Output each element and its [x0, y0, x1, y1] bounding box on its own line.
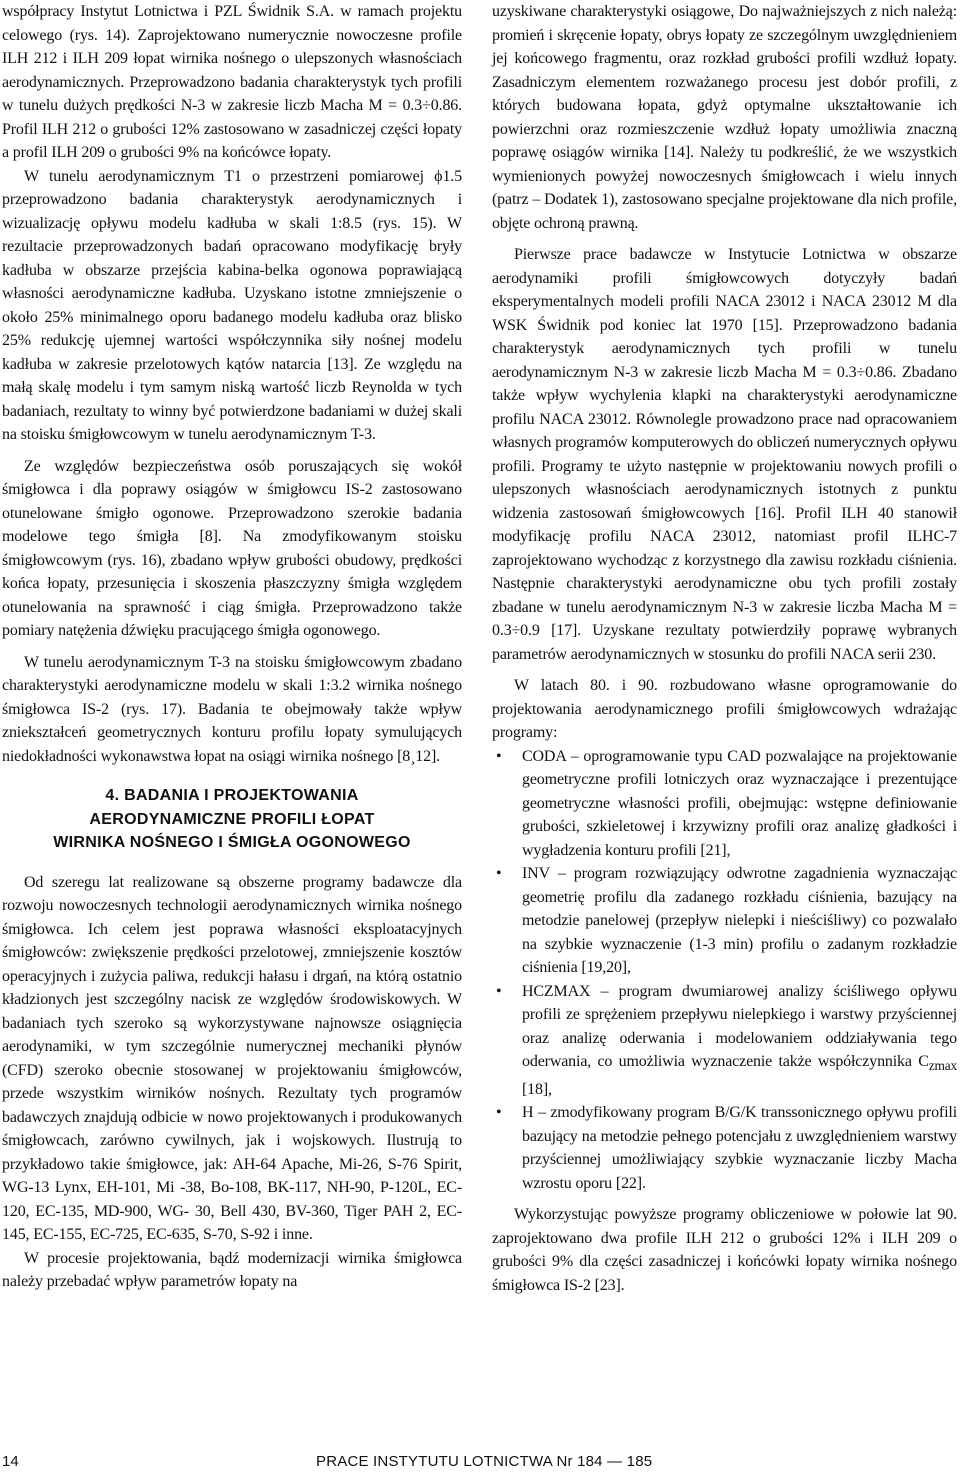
list-item-text: CODA – oprogramowanie typu CAD pozwalające na projektowanie geometryczne profili lotniczych oraz wyznaczające i prezentujące geometryczne własności profili, obejmując: wstępne definiowanie grubości, szkieletowej i krzywizny profili oraz analizę gładkości i wygładzenia konturu profili [21],	[522, 747, 957, 859]
bullet-marker: •	[496, 1104, 502, 1122]
section-heading-line: WIRNIKA NOŚNEGO I ŚMIGŁA OGONOWEGO	[53, 834, 411, 851]
list-item-text: H – zmodyfikowany program B/G/K transsonicznego opływu profili bazujący na metodzie pełnego potencjału z uwzględnieniem warstwy przyściennej umożliwiający szybkie wyznaczanie liczby Macha wzrostu oporu [22].	[522, 1104, 957, 1192]
paragraph: W tunelu aerodynamicznym T-3 na stoisku śmigłowcowym zbadano charakterystyki aerodynamiczne modelu w skali 1:3.2 wirnika nośnego śmigłowca IS-2 (rys. 17). Badania te obejmowały także wpływ zniekształceń geometrycznych konturu profilu łopaty symulujących niedokładności wykonawstwa łopat na osiągi wirnika nośnego [8¸12].	[2, 653, 462, 765]
list-item	[492, 1101, 957, 1195]
list-item	[492, 980, 957, 1102]
section-heading	[2, 784, 462, 855]
section-heading-line: AERODYNAMICZNE PROFILI ŁOPAT	[89, 810, 375, 828]
bullet-marker: •	[496, 865, 502, 882]
running-head: PRACE INSTYTUTU LOTNICTWA Nr 184 — 185	[316, 1453, 653, 1470]
page-footer	[0, 1453, 960, 1477]
program-list	[492, 745, 957, 1196]
page-number: 14	[2, 1453, 19, 1470]
list-item-text: HCZMAX – program dwumiarowej analizy ściśliwego opływu profili ze sprężeniem przepływu nielepkiego i warstwy przyściennej oraz analizę oderwania i modelowaniem oddziaływania tego oderwania, co umożliwia wyznaczenie także współczynnika C	[522, 982, 957, 1070]
paragraph: Wykorzystując powyższe programy obliczeniowe w połowie lat 90. zaprojektowano dwa profile ILH 212 o grubości 12% i ILH 209 o grubości 9% dla części zasadniczej i końcówki łopaty wirnika nośnego śmigłowca IS-2 [23].	[492, 1206, 957, 1294]
paragraph: W procesie projektowania, bądź modernizacji wirnika śmigłowca należy przebadać wpływ parametrów łopaty na	[2, 1249, 462, 1290]
left-column	[2, 0, 462, 1294]
paragraph: współpracy Instytut Lotnictwa i PZL Świdnik S.A. w ramach projektu celowego (rys. 14). Zaprojektowano numerycznie nowoczesne profile ILH 212 i ILH 209 łopat wirnika nośnego o ulepszonych własnościach aerodynamicznych. Przeprowadzono badania charakterystyk tych profili w tunelu dużych prędkości N-3 w zakresie liczb Macha M = 0.3÷0.86. Profil ILH 212 o grubości 12% zastosowano w zasadniczej części łopaty a profil ILH 209 o grubości 9% na końcówce łopaty.	[2, 3, 462, 161]
paragraph: uzyskiwane charakterystyki osiągowe, Do najważniejszych z nich należą: promień i skręcenie łopaty, obrys łopaty ze szczególnym uwzględnieniem jej końcowego fragmentu, oraz rozkład grubości profili wzdłuż łopaty. Zasadniczym elementem rozważanego procesu jest dobór profili, z których budowana łopata, gdyż optymalne ukształtowanie ich powierzchni oraz rozmieszczenie wzdłuż łopaty umożliwia znaczną poprawę osiągów wirnika [14]. Należy tu podkreślić, że we wszystkich wymienionych powyżej nowoczesnych śmigłowcach i wielu innych (patrz – Dodatek 1), zastosowano specjalne projektowane dla nich profile, objęte ochroną prawną.	[492, 3, 957, 232]
paragraph: Pierwsze prace badawcze w Instytucie Lotnictwa w obszarze aerodynamiki profili śmigłowcowych dotyczyły badań eksperymentalnych modeli profili NACA 23012 i NACA 23012 M dla WSK Świdnik pod koniec lat 1970 [15]. Przeprowadzono badania charakterystyk aerodynamicznych tych profili w tunelu aerodynamicznym N-3 w zakresie liczb Macha M = 0.3÷0.86. Zbadano także wpływ wychylenia klapki na charakterystyki aerodynamiczne profilu NACA 23012. Równolegle prowadzono prace nad opracowaniem własnych programów komputerowych do obliczeń numerycznych opływu profili. Programy te użyto następnie w projektowaniu nowych profili o ulepszonych własnościach aerodynamicznych istotnych z punktu widzenia zastosowań śmigłowcowych [16]. Profil ILH 40 stanowił modyfikację profilu NACA 23012, natomiast profil ILHC-7 zaprojektowano wychodząc z korzystnego dla zawisu rozkładu ciśnienia. Następnie charakterystyki aerodynamiczne obu tych profili zostały zbadane w tunelu aerodynamicznym N-3 w zakresie liczba Macha M = 0.3÷0.9 [17]. Uzyskane rezultaty potwierdziły poprawę wybranych parametrów aerodynamicznych w stosunku do profili NACA serii 230.	[492, 246, 957, 663]
right-column	[492, 0, 957, 1297]
paragraph-tunnel-note: W tunelu aerodynamicznym T1 o przestrzeni pomiarowej ϕ1.5 przeprowadzono badania charakterystyk aerodynamicznych i wizualizację opływu modelu kadłuba w skali 1:8.5 (rys. 15). W rezultacie przeprowadzonych badań opracowano modyfikację bryły kadłuba w obszarze przejścia kabina-belka ogonowa poprawiającą własności aerodynamiczne kadłuba. Uzyskano istotne zmniejszenie o około 25% minimalnego oporu badanego modelu kadłuba oraz blisko 25% redukcję ujemnej wartości współczynnika siły nośnej modelu kadłuba w zakresie przelotowych kątów natarcia [13]. Ze względu na małą skalę modelu i tym samym niską wartość liczb Reynolda w tych badaniach, rezultaty to winny być potwierdzone badaniami w dużej skali na stoisku śmigłowcowym w tunelu aerodynamicznym T-3.	[2, 167, 462, 443]
paragraph: W latach 80. i 90. rozbudowano własne oprogramowanie do projektowania aerodynamicznego profili śmigłowcowych wdrażając programy:	[492, 677, 957, 741]
subscript: zmax	[928, 1058, 957, 1074]
bullet-marker: •	[496, 982, 502, 1000]
paragraph: Ze względów bezpieczeństwa osób poruszających się wokół śmigłowca i dla poprawy osiągów w śmigłowcu IS-2 zastosowano otunelowane śmigło ogonowe. Przeprowadzono szerokie badania modelowe tego śmigła [8]. Na zmodyfikowanym stoisku śmigłowcowym (rys. 16), zbadano wpływ grubości obudowy, prędkości końca łopaty, przesunięcia i skoszenia płaszczyzny śmigła względem otunelowania na sprawność i ciąg śmigła. Przeprowadzono także pomiary natężenia dźwięku pracującego śmigła ogonowego.	[2, 457, 462, 639]
list-item	[492, 745, 957, 863]
list-item	[492, 862, 957, 980]
bullet-marker: •	[496, 747, 502, 765]
list-item-text: [18],	[522, 1080, 552, 1098]
section-heading-line: 4. BADANIA I PROJEKTOWANIA	[105, 787, 359, 804]
list-item-text: INV – program rozwiązujący odwrotne zagadnienia wyznaczając geometrię profilu dla zadanego rozkładu ciśnienia, bazujący na metodzie panelowej (przepływ nielepki i nieściśliwy) co pozwalało na szybkie wyznaczenie (1-3 min) profilu o zadanym rozkładzie ciśnienia [19,20],	[522, 865, 957, 976]
paragraph: Od szeregu lat realizowane są obszerne programy badawcze dla rozwoju nowoczesnych technologii aerodynamicznych wirnika nośnego śmigłowca. Ich celem jest poprawa własności eksploatacyjnych śmigłowców: zwiększenie prędkości przelotowej, zmniejszenie kosztów operacyjnych i zużycia paliwa, redukcji hałasu i drgań, na którą ostatnio kładzionych jest szczególny nacisk ze względów środowiskowych. W badaniach tych szeroko są wykorzystywane najnowsze osiągnięcia aerodynamiki, w tym szczególnie numerycznej mechaniki płynów (CFD) szeroko obecnie stosowanej w projektowaniu śmigłowców, przede wszystkim wirników nośnych. Rezultaty tych programów badawczych znajdują odbicie w nowo projektowanych i produkowanych śmigłowcach, zarówno cywilnych, jak i wojskowych. Ilustrują to przykładowo takie śmigłowce, jak: AH-64 Apache, Mi-26, S-76 Spirit, WG-13 Lynx, EH-101, Mi -38, Bo-108, BK-117, NH-90, P-120L, EC-120, EC-135, MD-900, WG- 30, Bell 430, BV-360, Tiger PAH 2, EC-145, EC-155, EC-725, EC-635, S-70, S-92 i inne.	[2, 873, 462, 1243]
